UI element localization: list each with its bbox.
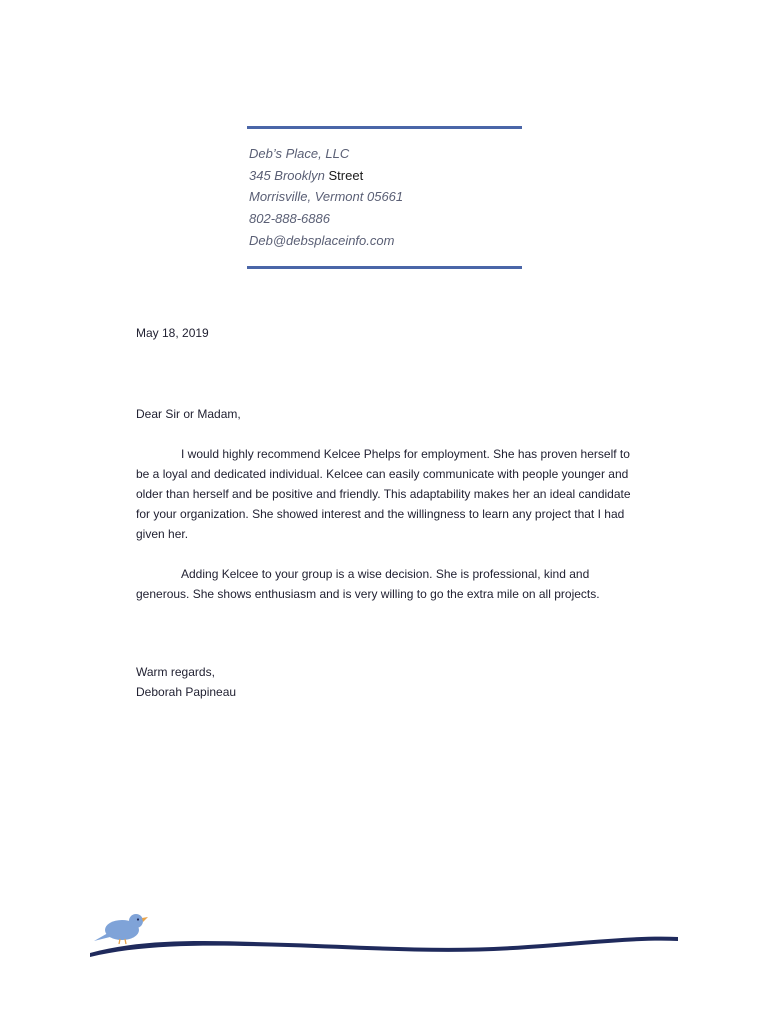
letter-salutation: Dear Sir or Madam, [136,407,241,421]
street-address-suffix: Street [328,167,364,183]
street-address-prefix: 345 Brooklyn [249,167,329,183]
bird-eye [137,918,139,920]
paragraph-2-text: Adding Kelcee to your group is a wise decision. She is professional, kind and generous. She shows enthusiasm and is very willing to go the extra mile on all projects. [136,567,600,601]
letter-paragraph-1 [136,444,636,544]
bird-head [129,914,143,928]
letterhead [247,126,522,269]
letter-closing-block [136,662,636,702]
company-name: Deb’s Place, LLC [249,146,350,161]
bird-figure [94,914,148,944]
wave-line [90,937,678,957]
street-address [249,165,522,187]
letterhead-bottom-rule [247,266,522,269]
city-state-zip: Morrisville, Vermont 05661 [249,189,404,205]
phone-number: 802-888-6886 [249,211,330,227]
letter-signature: Deborah Papineau [136,685,237,699]
letter-paragraph-2 [136,564,636,604]
bird-beak [142,917,148,922]
paragraph-1-text: I would highly recommend Kelcee Phelps for employment. She has proven herself to be a loyal and dedicated individual. Kelcee can easily communicate with people younger and older than herself and be positive and friendly. This adaptability makes her an ideal candidate for your organization. She showed interest and the willingness to learn any project that I had given her. [136,447,631,541]
letter-date: May 18, 2019 [136,326,209,340]
letter-closing: Warm regards, [136,665,215,679]
email-address: Deb@debsplaceinfo.com [249,232,395,248]
letterhead-address [247,129,522,266]
bird-on-wave-icon [88,905,680,965]
